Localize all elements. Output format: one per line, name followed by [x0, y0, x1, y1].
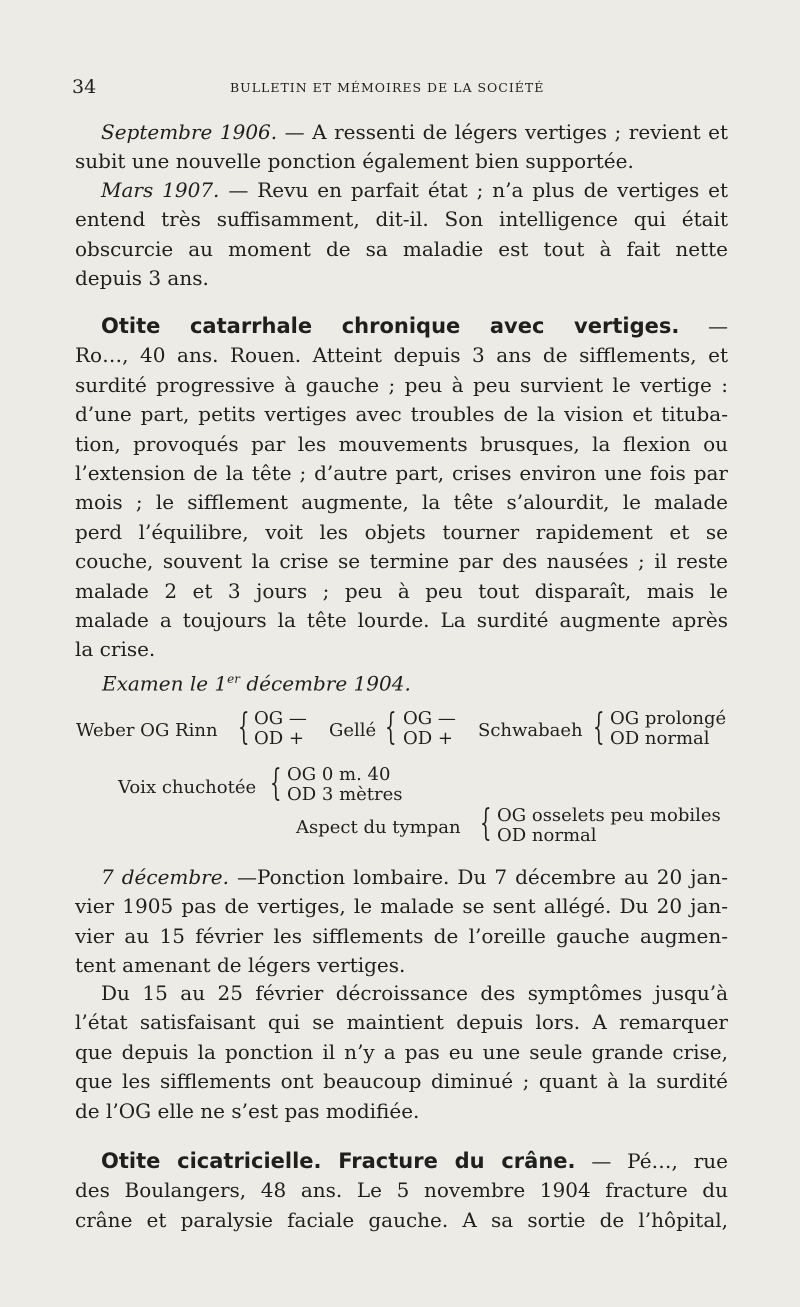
text-line: tent amenant de légers vertiges.	[75, 953, 406, 978]
value-od: OD +	[254, 728, 304, 749]
text-span: — Pé…, rue	[575, 1149, 728, 1173]
running-header	[72, 76, 728, 100]
text-line	[75, 1147, 728, 1176]
paragraph-otite-catarrhale	[75, 312, 728, 665]
text-line	[75, 312, 728, 341]
value-od: OD normal	[497, 825, 597, 846]
text-line: Ro…, 40 ans. Rouen. Atteint depuis 3 ans de sifflements, et	[75, 343, 728, 368]
text-line: obscurcie au moment de sa maladie est tout à fait nette	[75, 236, 728, 261]
text-line: crâne et paralysie faciale gauche. A sa sortie de l’hôpital,	[75, 1207, 728, 1232]
text-line: entend très suffisamment, dit-il. Son intelligence qui était	[75, 207, 728, 232]
text-line: vier au 15 février les sifflements de l’oreille gauche augmen-	[75, 923, 728, 948]
value-og: OG —	[254, 708, 307, 729]
date-label: Mars 1907.	[101, 178, 220, 202]
left-brace: {	[270, 763, 282, 804]
rinn-values	[254, 709, 307, 749]
text-span: er	[227, 672, 240, 686]
text-line: que les sifflements ont beaucoup diminué ; quant à la surdité	[75, 1069, 728, 1094]
left-brace: {	[385, 707, 397, 748]
page-number: 34	[72, 76, 97, 98]
text-span: —	[679, 314, 728, 338]
text-line: d’une part, petits vertiges avec troubles de la vision et tituba-	[75, 402, 728, 427]
value-od: OD normal	[610, 728, 710, 749]
text-line: vier 1905 pas de vertiges, le malade se sent allégé. Du 20 jan-	[75, 894, 728, 919]
text-line: des Boulangers, 48 ans. Le 5 novembre 1904 fracture du	[75, 1178, 728, 1203]
text-line: malade a toujours la tête lourde. La surdité augmente après	[75, 608, 728, 633]
text-line: perd l’équilibre, voit les objets tourner rapidement et se	[75, 519, 728, 544]
text-line: tion, provoqués par les mouvements brusques, la flexion ou	[75, 431, 728, 456]
paragraph-otite-cicatricielle	[75, 1147, 728, 1235]
text-span: — A ressenti de légers vertiges ; revient et	[277, 120, 728, 144]
paragraph-septembre-1906	[75, 118, 728, 177]
text-line: depuis 3 ans.	[75, 266, 209, 291]
value-og: OG —	[403, 708, 456, 729]
weber-rinn-label: Weber OG Rinn	[76, 720, 218, 741]
value-og: OG osselets peu mobiles	[497, 805, 721, 826]
schwabach-label: Schwabaeh	[478, 720, 583, 741]
paragraph-mars-1907	[75, 176, 728, 294]
paragraph-du-15-au-25	[75, 979, 728, 1126]
text-line: que depuis la ponction il n’y a pas eu une seule grande crise,	[75, 1039, 728, 1064]
section-heading: Otite catarrhale chronique avec vertiges.	[101, 314, 680, 338]
section-heading: Otite cicatricielle. Fracture du crâne.	[101, 1149, 576, 1173]
exam-title	[102, 668, 411, 695]
left-brace: {	[593, 707, 605, 748]
schwabach-values	[610, 709, 726, 749]
paragraph-7-decembre	[75, 863, 728, 981]
text-line: de l’OG elle ne s’est pas modifiée.	[75, 1098, 420, 1123]
voix-values	[287, 765, 403, 805]
text-line: mois ; le sifflement augmente, la tête s’alourdit, le malade	[75, 490, 728, 515]
gelle-values	[403, 709, 456, 749]
tympan-values	[497, 806, 721, 846]
date-label: Septembre 1906.	[101, 120, 278, 144]
tympan-label: Aspect du tympan	[296, 817, 461, 838]
text-line: la crise.	[75, 637, 156, 662]
text-line: couche, souvent la crise se termine par des nausées ; il reste	[75, 549, 728, 574]
gelle-label: Gellé	[329, 720, 377, 741]
value-og: OG prolongé	[610, 708, 727, 729]
text-line	[75, 863, 728, 892]
left-brace: {	[238, 707, 250, 748]
text-line: l’extension de la tête ; d’autre part, crises environ une fois par	[75, 461, 728, 486]
text-span: décembre 1904.	[240, 671, 411, 696]
voix-label: Voix chuchotée	[118, 777, 257, 798]
text-line: malade 2 et 3 jours ; peu à peu tout disparaît, mais le	[75, 578, 728, 603]
text-span: — Revu en parfait état ; n’a plus de vertiges et	[219, 178, 728, 202]
text-line: Du 15 au 25 février décroissance des symptômes jusqu’à	[101, 981, 728, 1005]
text-line: subit une nouvelle ponction également bien supportée.	[75, 149, 634, 174]
running-title: BULLETIN ET MÉMOIRES DE LA SOCIÉTÉ	[230, 80, 545, 95]
date-label: 7 décembre.	[101, 865, 229, 889]
value-og: OG 0 m. 40	[287, 764, 391, 785]
text-line: l’état satisfaisant qui se maintient depuis lors. A remarquer	[75, 1010, 728, 1035]
text-line	[75, 176, 728, 205]
value-od: OD 3 mètres	[287, 784, 403, 805]
value-od: OD +	[403, 728, 453, 749]
text-line: surdité progressive à gauche ; peu à peu survient le vertige :	[75, 372, 728, 397]
left-brace: {	[480, 803, 492, 844]
text-line	[75, 118, 728, 147]
text-span: Examen le 1	[102, 671, 228, 696]
text-span: —Ponction lombaire. Du 7 décembre au 20 jan-	[228, 865, 729, 889]
